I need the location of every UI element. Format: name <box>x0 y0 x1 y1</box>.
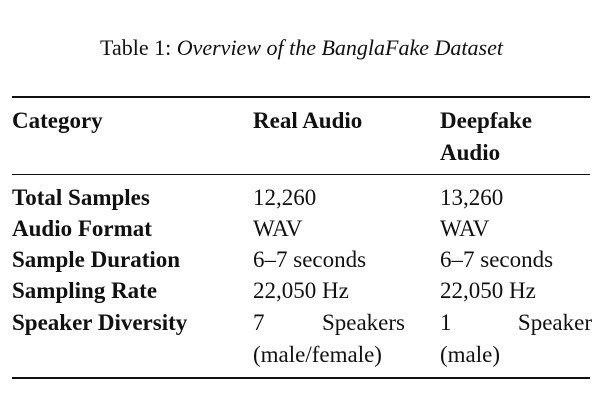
row-audio-format-real: WAV <box>253 216 303 241</box>
row-sampling-rate-deepfake: 22,050 Hz <box>440 278 536 303</box>
header-category: Category <box>12 108 103 133</box>
caption-title: Overview of the BanglaFake Dataset <box>176 35 503 60</box>
table-bottom-rule <box>12 377 590 379</box>
row-speaker-diversity-category: Speaker Diversity <box>12 310 188 335</box>
row-total-samples-deepfake: 13,260 <box>440 185 504 210</box>
row-speaker-diversity-deepfake: 1 Speaker (male) <box>440 310 592 367</box>
row-total-samples-category: Total Samples <box>12 185 150 210</box>
row-audio-format-category: Audio Format <box>12 216 152 241</box>
row-speaker-diversity-real: 7 Speakers (male/female) <box>253 310 405 367</box>
table-top-rule <box>12 96 590 98</box>
row-sample-duration-real: 6–7 seconds <box>253 247 367 272</box>
table-header-rule <box>12 174 590 175</box>
row-total-samples-real: 12,260 <box>253 185 317 210</box>
row-sampling-rate-category: Sampling Rate <box>12 278 158 303</box>
caption-label: Table 1: <box>100 35 172 60</box>
header-deepfake-audio: Deepfake Audio <box>440 108 532 165</box>
row-audio-format-deepfake: WAV <box>440 216 490 241</box>
header-real-audio: Real Audio <box>253 108 363 133</box>
table-caption <box>0 33 603 63</box>
row-sample-duration-deepfake: 6–7 seconds <box>440 247 554 272</box>
row-sample-duration-category: Sample Duration <box>12 247 181 272</box>
row-sampling-rate-real: 22,050 Hz <box>253 278 349 303</box>
